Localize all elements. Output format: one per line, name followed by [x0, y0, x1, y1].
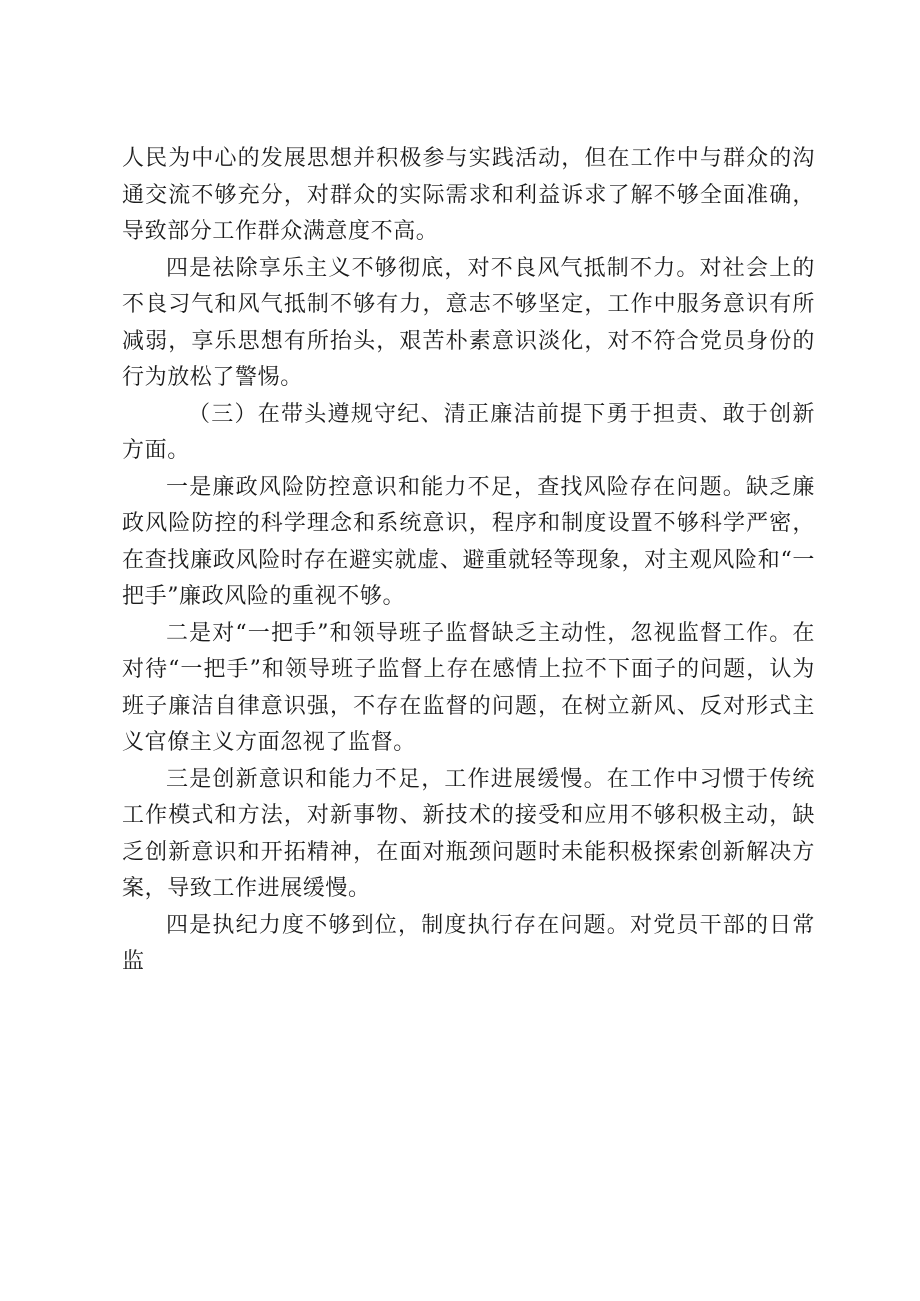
paragraph-continued: 人民为中心的发展思想并积极参与实践活动，但在工作中与群众的沟通交流不够充分，对群众的实际需求和利益诉求了解不够全面准确，导致部分工作群众满意度不高。 [122, 146, 815, 244]
paragraph-point-four-hedonism: 四是祛除享乐主义不够彻底，对不良风气抵制不力。对社会上的不良习气和风气抵制不够有力，意志不够坚定，工作中服务意识有所减弱，享乐思想有所抬头，艰苦朴素意识淡化，对不符合党员身份的行为放松了警惕。 [122, 255, 815, 390]
paragraph-point-one-risk: 一是廉政风险防控意识和能力不足，查找风险存在问题。缺乏廉政风险防控的科学理念和系统意识，程序和制度设置不够科学严密，在查找廉政风险时存在避实就虚、避重就轻等现象，对主观风险和“一把手”廉政风险的重视不够。 [122, 474, 815, 609]
paragraph-point-three-innovation: 三是创新意识和能力不足，工作进展缓慢。在工作中习惯于传统工作模式和方法，对新事物、新技术的接受和应用不够积极主动，缺乏创新意识和开拓精神，在面对瓶颈问题时未能积极探索创新解决方案，导致工作进展缓慢。 [122, 766, 815, 901]
paragraph-point-four-discipline: 四是执纪力度不够到位，制度执行存在问题。对党员干部的日常监 [122, 912, 815, 974]
section-heading-three: （三）在带头遵规守纪、清正廉洁前提下勇于担责、敢于创新方面。 [122, 401, 815, 463]
paragraph-point-two-supervision: 二是对“一把手”和领导班子监督缺乏主动性，忽视监督工作。在对待“一把手”和领导班子监督上存在感情上拉不下面子的问题，认为班子廉洁自律意识强，不存在监督的问题，在树立新风、反对形式主义官僚主义方面忽视了监督。 [122, 620, 815, 755]
